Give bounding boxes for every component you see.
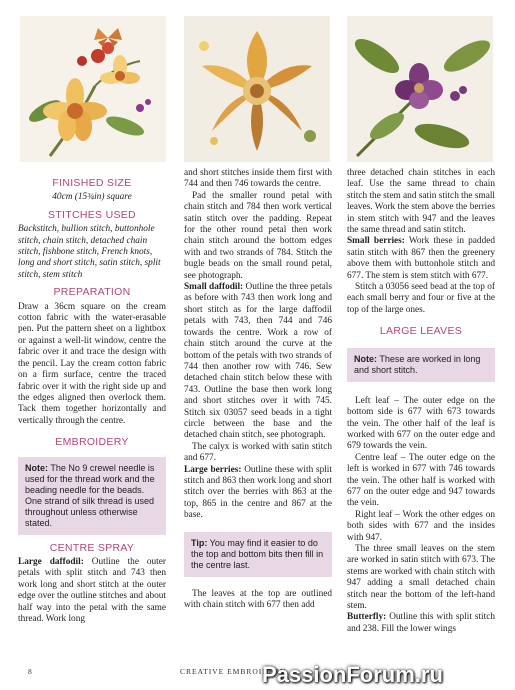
note-text: The No 9 crewel needle is used for the thread work and the beading needle for the beads. One strand of silk thread is used throughout unless otherwise stated. bbox=[25, 462, 155, 528]
butterfly-body: Outline this with split stitch and 238. Fill the lower wings bbox=[347, 612, 495, 634]
note-label: Note: bbox=[25, 462, 48, 473]
column-1 bbox=[18, 172, 166, 625]
col3-para-4: Centre leaf – The outer edge on the left is worked in 677 with 746 towards the vein. The other half is worked with 677 on the outer edge and 947 towards the vein. bbox=[347, 452, 495, 509]
magazine-name: CREATIVE EMBROIDERY bbox=[180, 667, 287, 676]
small-berries-text bbox=[347, 236, 495, 282]
note-box-leaves bbox=[347, 348, 495, 382]
preparation-text: Draw a 36cm square on the cream cotton fabric with the water-erasable pen. Put the pattern sheet on a lightbox or against a well-lit window, centre the fabric over it and trace the design with the pencil. Lay the cream cotton fabric on a firm surface, centre the traced fabric over it with the right side up and the edges aligned then overlock them. Tack them together horizontally and vertically through the centre. bbox=[18, 301, 166, 426]
col3-para-5: Right leaf – Work the other edges on both sides with 677 and the insides with 947. bbox=[347, 509, 495, 543]
tip-text: You may find it easier to do the top and bottom bits then fill in the centre last. bbox=[191, 537, 324, 570]
note-box-needles bbox=[18, 457, 166, 535]
col3-para-2: Stitch a 03056 seed bead at the top of each small berry and four or five at the top of the large ones. bbox=[347, 282, 495, 315]
large-berries-text bbox=[184, 465, 332, 522]
small-daffodil-text bbox=[184, 282, 332, 442]
small-berries-label: Small berries: bbox=[347, 236, 405, 247]
col3-para-1: three detached chain stitches in each leaf. Use the same thread to chain stitch the stem and satin stitch the small leaves. Work the stem above the berries in stem stitch with 947 and the leaves the same thread and satin stitch. bbox=[347, 168, 495, 236]
col2-para-3: The calyx is worked with satin stitch and 677. bbox=[184, 441, 332, 464]
column-3 bbox=[347, 168, 495, 635]
large-daffodil-text bbox=[18, 557, 166, 625]
tip-box bbox=[184, 532, 332, 577]
butterfly-text bbox=[347, 612, 495, 635]
page-number: 8 bbox=[28, 667, 33, 676]
tip-label: Tip: bbox=[191, 537, 208, 548]
col3-para-3: Left leaf – The outer edge on the bottom side is 677 with 673 towards the vein. The other half of the leaf is worked with 677 on the outer edge and 679 towards the vein. bbox=[347, 395, 495, 452]
centre-spray-heading: CENTRE SPRAY bbox=[49, 541, 135, 554]
col2-para-4: The leaves at the top are outlined with chain stitch with 677 then add bbox=[184, 588, 332, 610]
stitches-used-heading: STITCHES USED bbox=[48, 208, 136, 221]
large-daffodil-body: Outline the outer petals with split stitch and 743 then work long and short stitch at the outer edge over the outline stitches and about half way into the petal with the same thread. Work long bbox=[18, 556, 166, 624]
large-berries-body: Outline these with split stitch and 863 then work long and short stitch over the berries with 863 at the top, 865 in the centre and 867 at the base. bbox=[184, 464, 332, 521]
finished-size-heading: FINISHED SIZE bbox=[52, 177, 132, 189]
finished-size-text: 40cm (15¾in) square bbox=[52, 192, 132, 203]
butterfly-label: Butterfly: bbox=[347, 612, 387, 623]
stitches-used-text: Backstitch, bullion stitch, buttonhole stitch, chain stitch, detached chain stitch, fishbone stitch, French knots, long and short stitch, satin stitch, split stitch, stem stitch bbox=[18, 224, 161, 280]
col2-para-1: and short stitches inside them first with 744 and then 746 towards the centre. bbox=[184, 168, 332, 190]
col2-para-2: Pad the smaller round petal with chain stitch and 784 then work vertical satin stitch over the padding. Repeat for the other round petal then work chain stitch around the bottom edges with and two strands of 784. Stitch the bugle beads on the small round petal, see photograph. bbox=[184, 190, 332, 281]
leaves-note-text: These are worked in long and short stitch. bbox=[354, 353, 481, 375]
leaves-note-label: Note: bbox=[354, 353, 377, 364]
column-2 bbox=[184, 168, 332, 611]
large-berries-label: Large berries: bbox=[184, 464, 242, 475]
embroidery-heading: EMBROIDERY bbox=[55, 436, 129, 449]
photo-daffodil-spray bbox=[20, 16, 166, 162]
small-daffodil-body: Outline the three petals as before with 743 then work long and short stitch as for the large daffodil petals with 743, then 744 and 746 towards the centre. Work a row of chain stitch around the curve at the bottom of the petals with two strands of 744 then another row with 746. Sew detached chain stitch below these with 743. Outline the base then work long and short stitches over it with 745. Stitch six 03057 seed beads in a tight circle between the base and the detached chain stitch, see photograph. bbox=[184, 282, 332, 441]
watermark: PassionForum.ru bbox=[262, 662, 443, 687]
small-daffodil-label: Small daffodil: bbox=[184, 282, 244, 293]
photo-large-daffodil bbox=[184, 16, 330, 162]
photo-berries-leaves bbox=[347, 16, 493, 162]
small-berries-body: Work these in padded satin stitch with 867 then the greenery above them with buttonhole stitch and 677. The stem is stem stitch with 677. bbox=[347, 236, 495, 281]
large-daffodil-label: Large daffodil: bbox=[18, 556, 84, 567]
col3-para-6: The three small leaves on the stem are worked in satin stitch with 673. The stems are worked with chain stitch with 947 adding a small detached chain stitch near the bottom of the left-hand stem. bbox=[347, 543, 495, 611]
large-leaves-heading: LARGE LEAVES bbox=[379, 325, 463, 338]
preparation-heading: PREPARATION bbox=[53, 286, 131, 299]
